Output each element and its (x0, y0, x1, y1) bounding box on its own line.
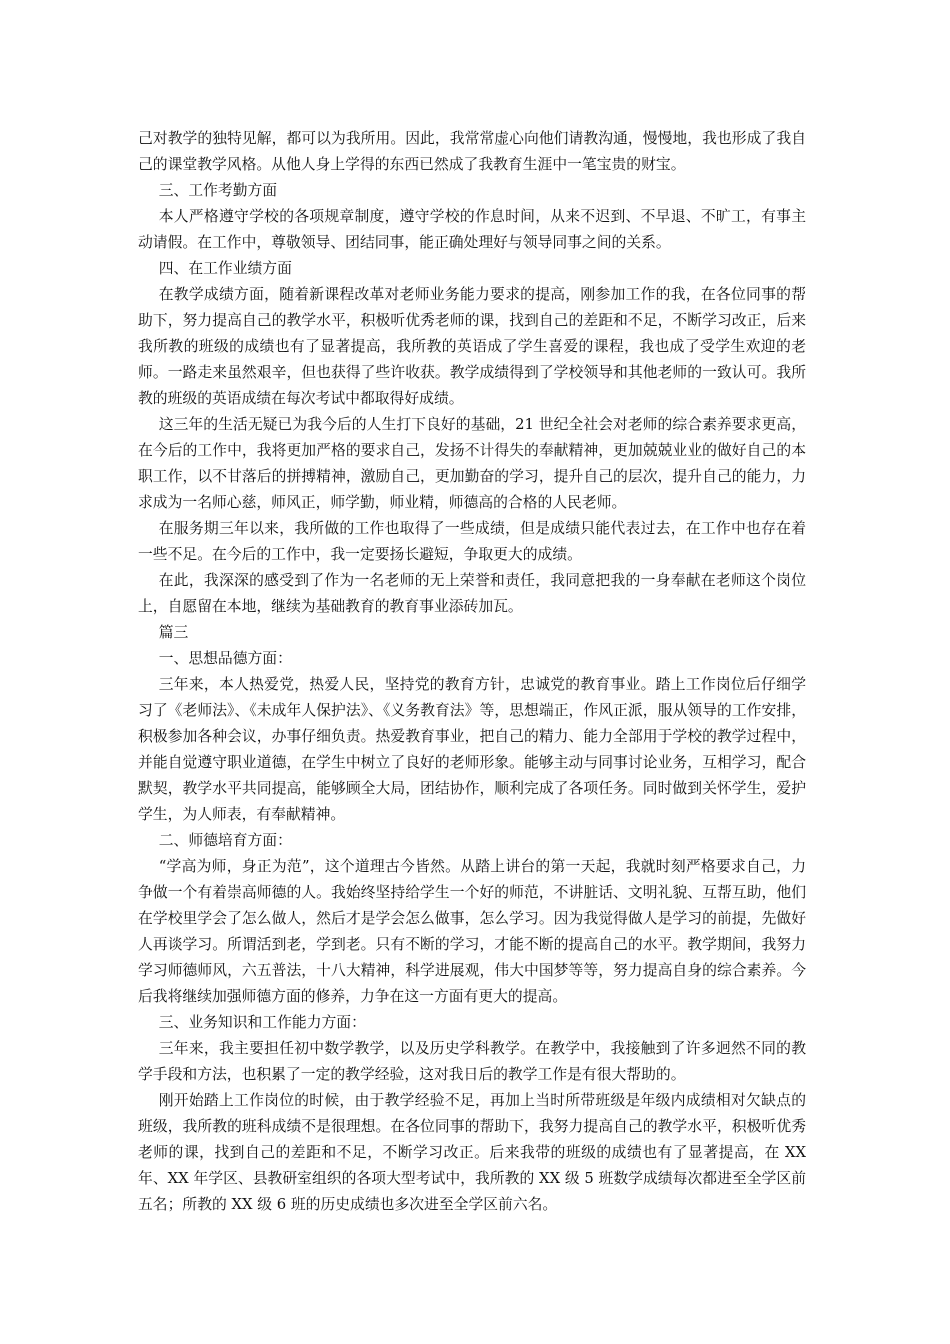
paragraph-5: 在服务期三年以来，我所做的工作也取得了一些成绩，但是成绩只能代表过去，在工作中也存在着一些不足。在今后的工作中，我一定要扬长避短，争取更大的成绩。 (138, 520, 806, 563)
section-heading-performance: 四、在工作业绩方面 (158, 260, 292, 277)
paragraph-1: 己对教学的独特见解，都可以为我所用。因此，我常常虚心向他们请教沟通，慢慢地，我也形成了我自己的课堂教学风格。从他人身上学得的东西已然成了我教育生涯中一笔宝贵的财宝。 (138, 130, 806, 173)
paragraph-4: 这三年的生活无疑已为我今后的人生打下良好的基础，21 世纪全社会对老师的综合素养要求更高，在今后的工作中，我将更加严格的要求自己，发扬不计得失的奉献精神，更加兢兢业业的做好自己的本职工作，以不甘落后的拼搏精神，激励自己，更加勤奋的学习，提升自己的层次，提升自己的能力，力求成为一名师心慈，师风正，师学勤，师业精，师德高的合格的人民老师。 (138, 416, 806, 511)
paragraph-10: 刚开始踏上工作岗位的时候，由于教学经验不足，再加上当时所带班级是年级内成绩相对欠缺点的班级，我所教的班科成绩不是很理想。在各位同事的帮助下，我努力提高自己的教学水平，积极听优秀老师的课，找到自己的差距和不足，不断学习改正。后来我带的班级的成绩也有了显著提高，在 XX 年、XX 年学区、县教研室组织的各项大型考试中，我所教的 XX 级 5 班数学成绩每次都进至全学区前五名；所教的 XX 级 6 班的历史成绩也多次进至全学区前六名。 (138, 1092, 806, 1213)
paragraph-6: 在此，我深深的感受到了作为一名老师的无上荣誉和责任，我同意把我的一身奉献在老师这个岗位上，自愿留在本地，继续为基础教育的教育事业添砖加瓦。 (138, 572, 806, 615)
section-heading-attendance: 三、工作考勤方面 (158, 182, 278, 199)
section-heading-ideology: 一、思想品德方面： (158, 650, 292, 667)
paragraph-9: 三年来，我主要担任初中数学教学，以及历史学科教学。在教学中，我接触到了许多迥然不同的教学手段和方法，也积累了一定的教学经验，这对我日后的教学工作是有很大帮助的。 (138, 1040, 806, 1083)
paragraph-3: 在教学成绩方面，随着新课程改革对老师业务能力要求的提高，刚参加工作的我，在各位同事的帮助下，努力提高自己的教学水平，积极听优秀老师的课，找到自己的差距和不足，不断学习改正，后来我所教的班级的成绩也有了显著提高，我所教的英语成了学生喜爱的课程，我也成了受学生欢迎的老师。一路走来虽然艰辛，但也获得了些许收获。教学成绩得到了学校领导和其他老师的一致认可。我所教的班级的英语成绩在每次考试中都取得好成绩。 (138, 286, 806, 407)
paragraph-2: 本人严格遵守学校的各项规章制度，遵守学校的作息时间，从来不迟到、不早退、不旷工，有事主动请假。在工作中，尊敬领导、团结同事，能正确处理好与领导同事之间的关系。 (138, 208, 806, 251)
paragraph-7: 三年来，本人热爱党，热爱人民，坚持党的教育方针，忠诚党的教育事业。踏上工作岗位后仔细学习了《老师法》、《未成年人保护法》、《义务教育法》等，思想端正，作风正派，服从领导的工作安排，积极参加各种会议，办事仔细负责。热爱教育事业，把自己的精力、能力全部用于学校的教学过程中，并能自觉遵守职业道德，在学生中树立了良好的老师形象。能够主动与同事讨论业务，互相学习，配合默契，教学水平共同提高，能够顾全大局，团结协作，顺利完成了各项任务。同时做到关怀学生，爱护学生，为人师表，有奉献精神。 (138, 676, 806, 823)
part-heading: 篇三 (158, 624, 189, 641)
section-heading-ethics: 二、师德培育方面： (158, 832, 292, 849)
document-page (138, 126, 806, 1218)
paragraph-8: “学高为师，身正为范”，这个道理古今皆然。从踏上讲台的第一天起，我就时刻严格要求自己，力争做一个有着崇高师德的人。我始终坚持给学生一个好的师范，不讲脏话、文明礼貌、互帮互助，他们在学校里学会了怎么做人，然后才是学会怎么做事，怎么学习。因为我觉得做人是学习的前提，先做好人再谈学习。所谓活到老，学到老。只有不断的学习，才能不断的提高自己的水平。教学期间，我努力学习师德师风，六五普法，十八大精神，科学进展观，伟大中国梦等等，努力提高自身的综合素养。今后我将继续加强师德方面的修养，力争在这一方面有更大的提高。 (138, 858, 806, 1005)
section-heading-ability: 三、业务知识和工作能力方面： (158, 1014, 366, 1031)
